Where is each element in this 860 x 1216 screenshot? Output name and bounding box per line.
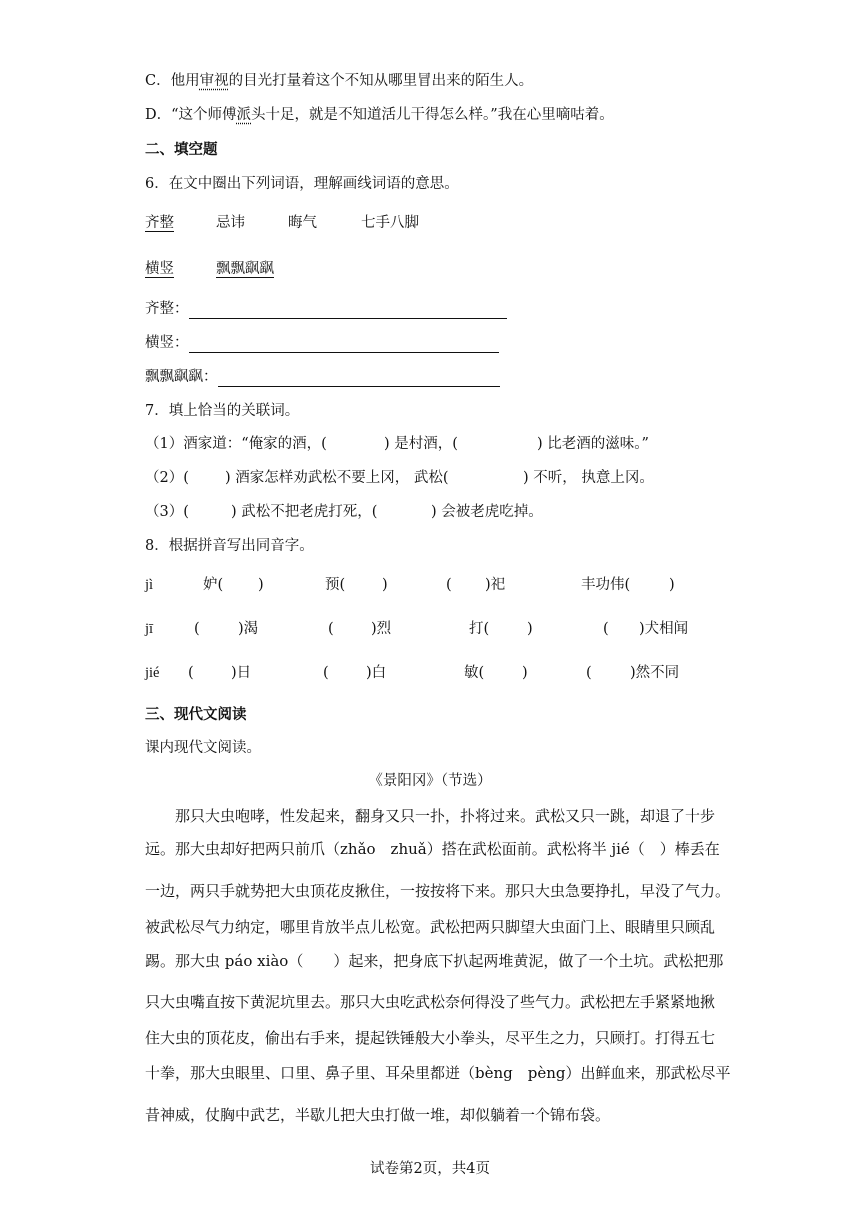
q6-word-qishoubajiao: 七手八脚 xyxy=(361,215,419,231)
q8-item: ( xyxy=(603,621,609,637)
q8-item: 敏( xyxy=(464,665,485,681)
answer-line[interactable] xyxy=(189,338,499,353)
q8-item: )渴 xyxy=(238,621,259,637)
q6-word-piaopiaoyaoyao: 飘飘飖飖 xyxy=(216,261,274,277)
q7-item-1-c: ) 比老酒的滋味。” xyxy=(537,436,649,452)
q8-item: ( xyxy=(586,665,592,681)
q8-item: ) xyxy=(522,665,528,681)
q8-item: ) xyxy=(669,577,675,593)
q8-item: ) xyxy=(258,577,264,593)
q7-item-1-b: ) 是村酒，( xyxy=(384,436,458,452)
section-fill-in-title: 二、填空题 xyxy=(145,141,218,158)
q8-item: ( xyxy=(194,621,200,637)
q8-item: )然不同 xyxy=(630,665,680,681)
q8-item: )犬相闻 xyxy=(639,621,689,637)
reading-intro: 课内现代文阅读。 xyxy=(145,740,261,756)
q8-item: 预( xyxy=(325,577,346,593)
q6-word-qizheng: 齐整 xyxy=(145,215,174,231)
q8-item: 妒( xyxy=(203,577,224,593)
passage-line-2: 远。那大虫却好把两只前爪（zhǎo zhuǎ）搭在武松面前。武松将半 jié（ ）棒丢在 xyxy=(145,840,720,858)
q7-item-3-c: ) 会被老虎吃掉。 xyxy=(431,504,543,520)
passage-line-3: 一边，两只手就势把大虫顶花皮揪住，一按按将下来。那只大虫急要挣扎，早没了气力。 xyxy=(145,882,731,900)
q8-stem: 8．根据拼音写出同音字。 xyxy=(145,538,314,554)
passage-line-8: 十拳，那大虫眼里、口里、鼻子里、耳朵里都迸（bèng pèng）出鲜血来，那武松尽平 xyxy=(145,1064,731,1082)
passage-line-1: 那只大虫咆哮，性发起来，翻身又只一扑，扑将过来。武松又只一跳，却退了十步 xyxy=(175,807,716,825)
q8-item: ) xyxy=(382,577,388,593)
page-footer: 试卷第2页，共4页 xyxy=(370,1161,490,1177)
q7-stem: 7．填上恰当的关联词。 xyxy=(145,403,300,419)
q6-word-hengshu: 横竖 xyxy=(145,261,174,277)
q7-item-3-a: （3）( xyxy=(145,504,189,520)
section-reading-title: 三、现代文阅读 xyxy=(145,706,247,723)
q6-blank-hengshu: 横竖： xyxy=(145,333,499,353)
q6-blank-qizheng: 齐整： xyxy=(145,299,507,319)
q6-blank-piaopiao: 飘飘飖飖： xyxy=(145,367,500,387)
answer-line[interactable] xyxy=(189,304,507,319)
q8-item: ( xyxy=(188,665,194,681)
passage-line-7: 住大虫的顶花皮，偷出右手来，提起铁锤般大小拳头，尽平生之力，只顾打。打得五七 xyxy=(145,1029,716,1047)
q7-item-2-a: （2）( xyxy=(145,470,189,486)
passage-line-5: 踢。那大虫 páo xiào（ ）起来，把身底下扒起两堆黄泥，做了一个土坑。武松把那 xyxy=(145,952,724,970)
q5-option-c: C．他用审视的目光打量着这个不知从哪里冒出来的陌生人。 xyxy=(145,73,534,89)
q8-item: )日 xyxy=(231,665,252,681)
q8-item: )白 xyxy=(366,665,387,681)
q6-word-jihui: 忌讳 xyxy=(216,215,245,231)
q6-stem: 6．在文中圈出下列词语，理解画线词语的意思。 xyxy=(145,176,459,192)
passage-line-6: 只大虫嘴直按下黄泥坑里去。那只大虫吃武松奈何得没了些气力。武松把左手紧紧地揪 xyxy=(145,993,716,1011)
answer-line[interactable] xyxy=(218,372,500,387)
passage-line-9: 昔神威，仗胸中武艺，半歇儿把大虫打做一堆，却似躺着一个锦布袋。 xyxy=(145,1106,611,1124)
q8-item: )烈 xyxy=(371,621,392,637)
q8-item: ( xyxy=(328,621,334,637)
q8-item: ) xyxy=(527,621,533,637)
q7-item-3-b: ) 武松不把老虎打死，( xyxy=(231,504,378,520)
q7-item-2-c: ) 不听， 执意上冈。 xyxy=(523,470,654,486)
reading-title: 《景阳冈》（节选） xyxy=(368,773,492,789)
q8-item: 打( xyxy=(469,621,490,637)
q8-pinyin-jie: jié xyxy=(145,665,160,681)
q6-word-huiqi: 晦气 xyxy=(288,215,317,231)
q8-item: ( xyxy=(446,577,452,593)
q8-item: 丰功伟( xyxy=(581,577,631,593)
passage-line-4: 被武松尽气力纳定，哪里肯放半点儿松宽。武松把两只脚望大虫面门上、眼睛里只顾乱 xyxy=(145,918,716,936)
q8-pinyin-ji1: jī xyxy=(145,621,154,637)
q5-option-d: D．“这个师傅派头十足，就是不知道活儿干得怎么样。”我在心里嘀咕着。 xyxy=(145,107,614,123)
q7-item-1-a: （1）酒家道：“俺家的酒，( xyxy=(145,436,327,452)
q7-item-2-b: ) 酒家怎样劝武松不要上冈， 武松( xyxy=(225,470,449,486)
q8-item: ( xyxy=(323,665,329,681)
q8-item: )祀 xyxy=(485,577,506,593)
q8-pinyin-ji4: jì xyxy=(145,577,154,593)
